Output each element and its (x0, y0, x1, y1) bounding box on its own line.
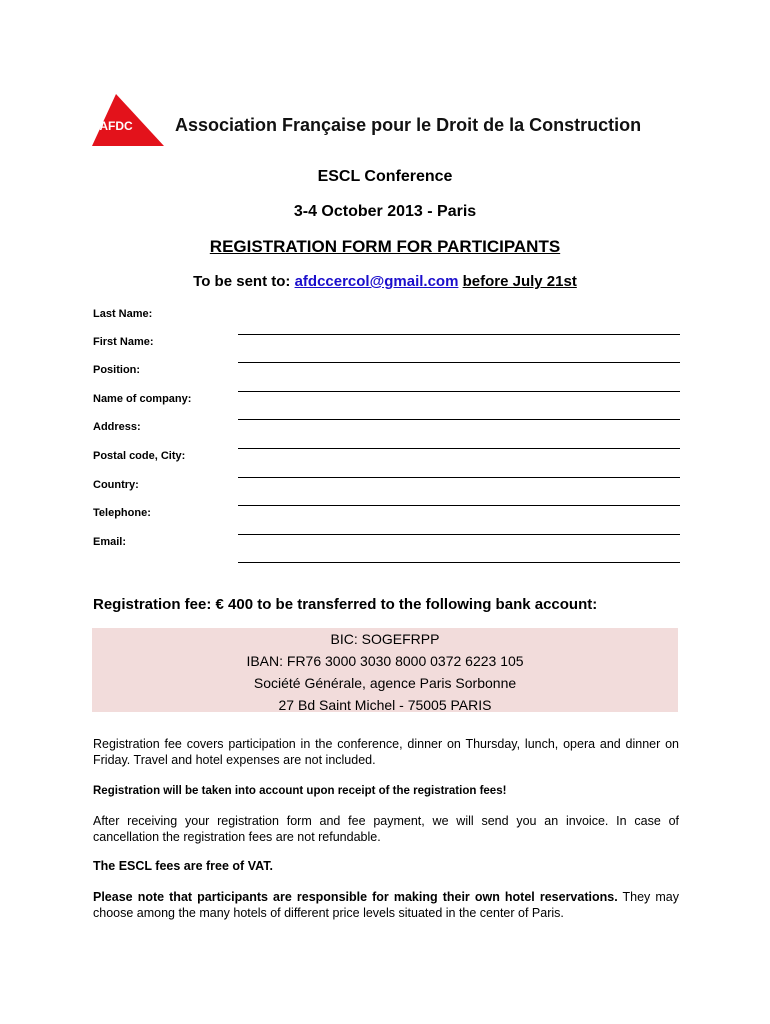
field-line-first-name[interactable] (238, 362, 680, 363)
bank-address: 27 Bd Saint Michel - 75005 PARIS (278, 697, 492, 713)
hotel-note-rest: They may choose among the many hotels of different price levels situated in the center of Paris. (93, 890, 679, 920)
conference-date: 3-4 October 2013 - Paris (293, 203, 477, 220)
hotel-note (93, 889, 679, 921)
field-line-postal-city[interactable] (238, 477, 680, 478)
fee-heading: Registration fee: € 400 to be transferred to the following bank account: (93, 596, 598, 613)
field-label-email: Email: (93, 536, 127, 548)
field-label-country: Country: (93, 479, 139, 491)
fee-coverage-note: Registration fee covers participation in the conference, dinner on Thursday, lunch, opera and dinner on Friday. Travel and hotel expenses are not included. (93, 737, 679, 767)
vat-note: The ESCL fees are free of VAT. (93, 859, 273, 873)
logo-text: AFDC (99, 119, 133, 133)
bank-details-box (92, 628, 678, 712)
receipt-note: Registration will be taken into account upon receipt of the registration fees! (93, 785, 507, 797)
email-link[interactable]: afdccercol@gmail.com (294, 273, 459, 290)
field-label-position: Position: (93, 364, 141, 376)
field-line-position[interactable] (238, 391, 680, 392)
bank-bic: BIC: SOGEFRPP (330, 631, 440, 647)
field-line-last-name[interactable] (238, 334, 680, 335)
field-line-email[interactable] (238, 562, 680, 563)
field-line-country[interactable] (238, 505, 680, 506)
hotel-note-bold: Please note that participants are responsible for making their own hotel reservations. (93, 890, 618, 904)
field-label-postal-city: Postal code, City: (93, 450, 186, 462)
invoice-note: After receiving your registration form and fee payment, we will send you an invoice. In case of cancellation the registration fees are not refundable. (93, 814, 679, 844)
deadline: before July 21st (462, 273, 577, 290)
field-line-telephone[interactable] (238, 534, 680, 535)
form-title: REGISTRATION FORM FOR PARTICIPANTS (209, 237, 561, 256)
field-line-company[interactable] (238, 419, 680, 420)
field-label-address: Address: (93, 421, 141, 433)
field-label-first-name: First Name: (93, 336, 154, 348)
afdc-logo (92, 94, 164, 146)
send-to-prefix: To be sent to: (193, 273, 295, 290)
field-label-telephone: Telephone: (93, 507, 151, 519)
bank-iban: IBAN: FR76 3000 3030 8000 0372 6223 105 (246, 653, 524, 669)
field-line-address[interactable] (238, 448, 680, 449)
send-to-line (0, 273, 770, 290)
bank-name: Société Générale, agence Paris Sorbonne (253, 675, 517, 691)
field-label-last-name: Last Name: (93, 308, 153, 320)
conference-title: ESCL Conference (317, 168, 453, 185)
field-label-company: Name of company: (93, 393, 192, 405)
organization-name: Association Française pour le Droit de la Construction (175, 115, 642, 135)
